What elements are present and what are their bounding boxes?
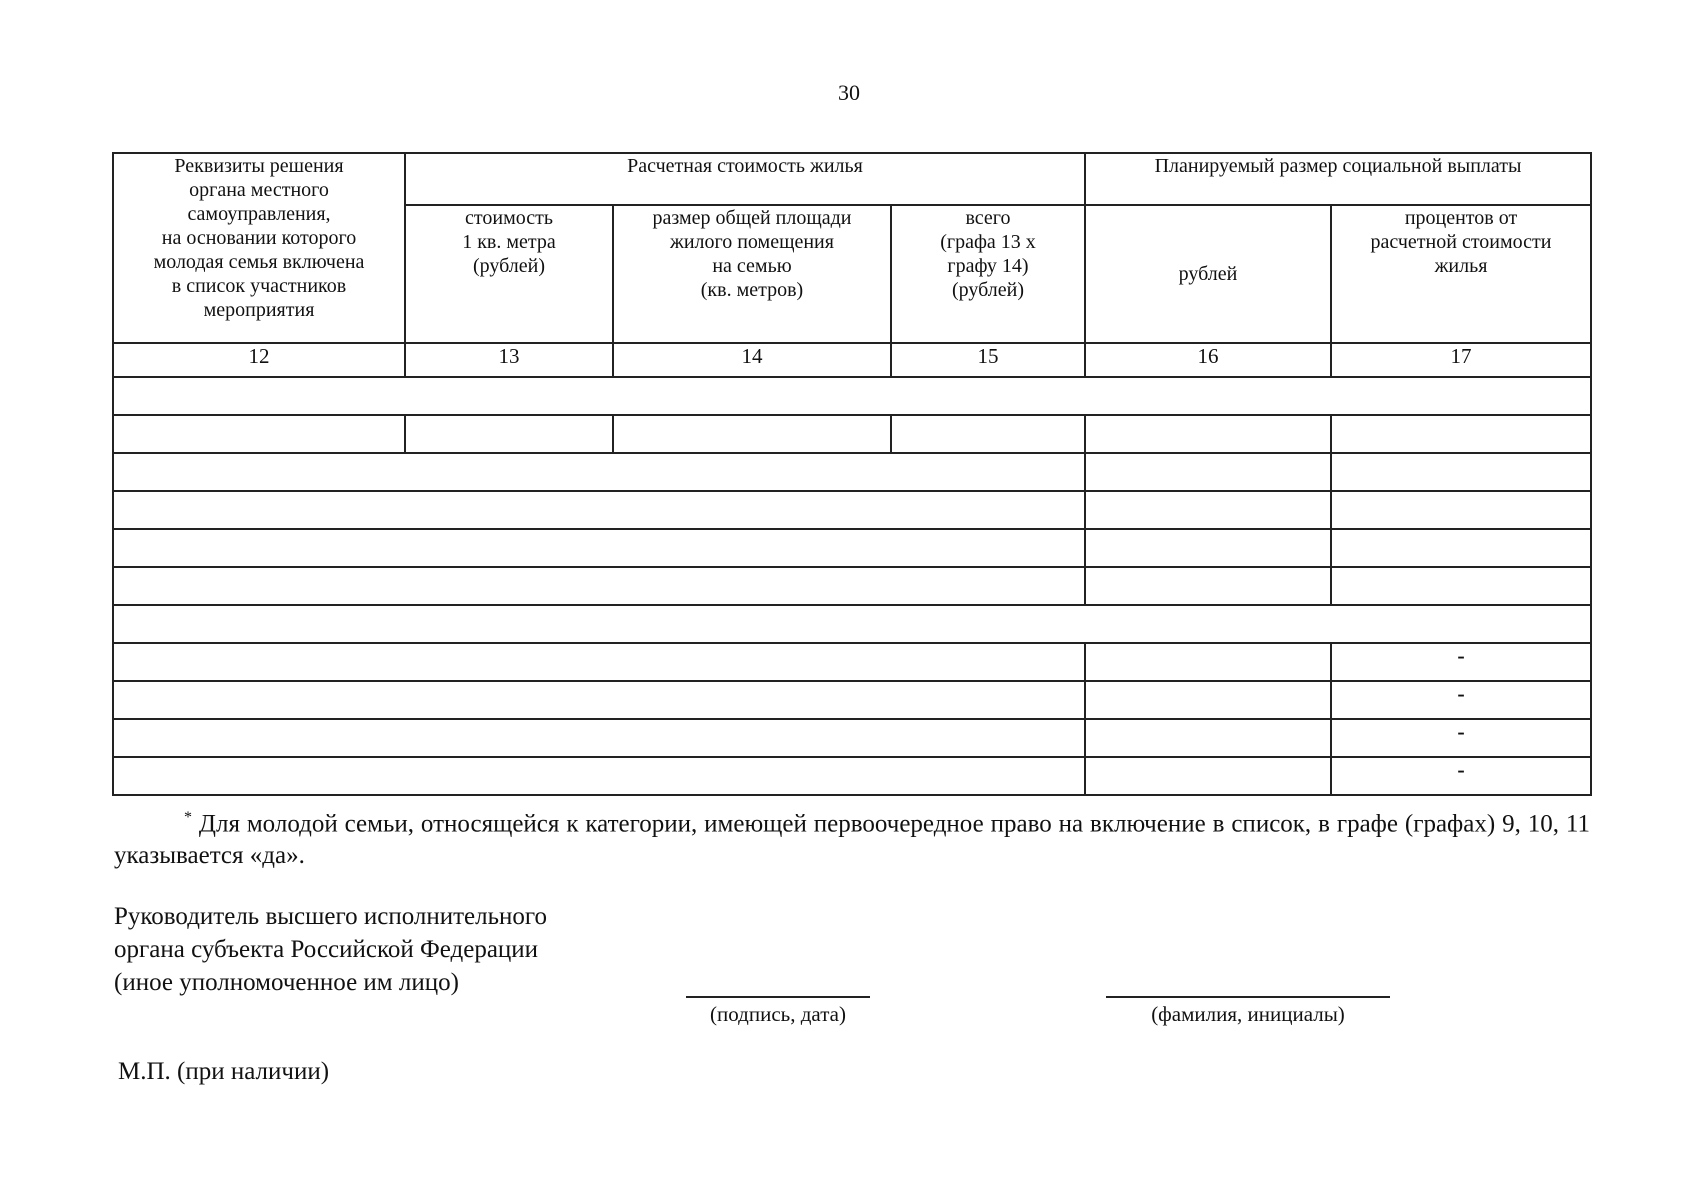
header-col-14-line: (кв. метров) [700, 279, 804, 301]
table-cell [113, 643, 1085, 681]
header-col-12-line: Реквизиты решения [174, 155, 344, 177]
signer-title-line: (иное уполномоченное им лицо) [114, 969, 459, 996]
table-cell [405, 415, 613, 453]
table-row [113, 605, 1591, 643]
column-number: 13 [405, 343, 613, 377]
dash-cell: - [1331, 681, 1591, 719]
table-cell [113, 491, 1085, 529]
header-col-15-line: (рублей) [951, 279, 1025, 301]
column-number: 17 [1331, 343, 1591, 377]
name-line [1106, 996, 1390, 998]
header-col-12-line: мероприятия [203, 299, 315, 321]
name-caption: (фамилия, инициалы) [1151, 1002, 1345, 1026]
table-cell [1331, 453, 1591, 491]
table-cell [1331, 567, 1591, 605]
table-cell [1331, 529, 1591, 567]
header-col-17-line: процентов от [1404, 207, 1518, 229]
table-cell [1085, 529, 1331, 567]
footnote [114, 802, 1590, 872]
table-row [113, 719, 1591, 757]
header-col-15-line: (графа 13 х [940, 231, 1036, 253]
header-col-14-line: жилого помещения [670, 231, 834, 253]
header-col-16: рублей [1085, 205, 1331, 343]
table-cell [1085, 567, 1331, 605]
column-number: 16 [1085, 343, 1331, 377]
header-group-cost: Расчетная стоимость жилья [405, 153, 1085, 205]
table-cell [113, 567, 1085, 605]
header-col-12-line: органа местного [189, 179, 329, 201]
header-col-13-line: стоимость [465, 207, 553, 229]
dash-cell: - [1331, 643, 1591, 681]
header-col-14-line: на семью [712, 255, 792, 277]
table-row [113, 567, 1591, 605]
table-cell [1085, 719, 1331, 757]
table-row [113, 757, 1591, 795]
table-cell [113, 719, 1085, 757]
table-row [113, 681, 1591, 719]
table-cell [891, 415, 1085, 453]
table-cell [113, 377, 1591, 415]
dash-cell: - [1331, 757, 1591, 795]
table-cell [1085, 453, 1331, 491]
signer-title-line: органа субъекта Российской Федерации [114, 936, 539, 963]
header-col-15 [891, 205, 1085, 343]
table-cell [1085, 681, 1331, 719]
family-list-table [112, 152, 1592, 796]
column-number: 14 [613, 343, 891, 377]
header-col-14-line: размер общей площади [652, 207, 852, 229]
footnote-text: Для молодой семьи, относящейся к категории, имеющей первоочередное право на включение в список, в графе (графах) 9, 10, 11 указывается «да». [114, 810, 1591, 870]
column-number: 12 [113, 343, 405, 377]
table-cell [113, 529, 1085, 567]
table-row [113, 377, 1591, 415]
header-col-13-line: 1 кв. метра [462, 231, 556, 253]
table-cell [1085, 757, 1331, 795]
table-cell [113, 453, 1085, 491]
header-group-payment: Планируемый размер социальной выплаты [1085, 153, 1591, 205]
table-cell [113, 757, 1085, 795]
column-number: 15 [891, 343, 1085, 377]
signature-line [686, 996, 870, 998]
table-cell [1085, 643, 1331, 681]
table-row [113, 529, 1591, 567]
column-number-row [113, 343, 1591, 377]
dash-cell: - [1331, 719, 1591, 757]
table-row [113, 491, 1591, 529]
header-col-14 [613, 205, 891, 343]
table-cell [613, 415, 891, 453]
page-number: 30 [838, 80, 860, 105]
table-cell [1331, 491, 1591, 529]
header-col-13 [405, 205, 613, 343]
header-col-12-line: молодая семья включена [153, 251, 365, 273]
table-cell [113, 681, 1085, 719]
header-col-13-line: (рублей) [472, 255, 546, 277]
table-cell [1331, 415, 1591, 453]
header-col-15-line: всего [965, 207, 1011, 229]
table-cell [113, 605, 1591, 643]
header-col-17 [1331, 205, 1591, 343]
table-cell [113, 415, 405, 453]
header-col-17-line: жилья [1434, 255, 1488, 277]
stamp-note: М.П. (при наличии) [118, 1058, 330, 1085]
header-col-12 [113, 153, 405, 343]
signature-caption: (подпись, дата) [710, 1002, 846, 1026]
table-row [113, 643, 1591, 681]
table-cell [1085, 491, 1331, 529]
table-cell [1085, 415, 1331, 453]
signer-title [114, 900, 547, 999]
header-col-12-line: на основании которого [161, 227, 357, 249]
table-row [113, 453, 1591, 491]
header-col-12-line: самоуправления, [187, 203, 331, 225]
header-col-15-line: графу 14) [947, 255, 1029, 277]
table-row [113, 415, 1591, 453]
header-col-12-line: в список участников [171, 275, 347, 297]
signer-title-line: Руководитель высшего исполнительного [114, 903, 548, 930]
footnote-mark: * [184, 809, 192, 826]
header-col-17-line: расчетной стоимости [1370, 231, 1552, 253]
